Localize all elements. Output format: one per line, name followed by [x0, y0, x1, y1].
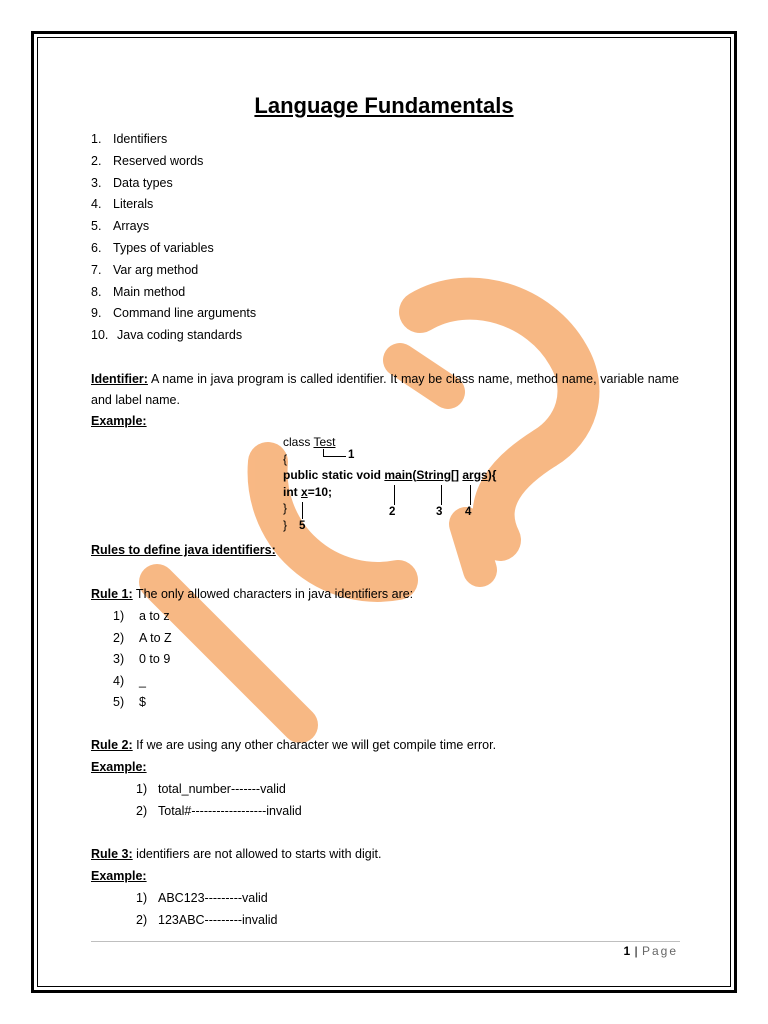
list-item: 1) ABC123---------valid [136, 891, 268, 905]
list-item: 4) _ [113, 673, 146, 688]
list-item: 3. Data types [91, 175, 173, 190]
example-heading: Example: [91, 869, 147, 883]
rule-3: Rule 3: identifiers are not allowed to starts with digit. [91, 847, 382, 861]
rules-heading: Rules to define java identifiers: [91, 543, 276, 557]
list-item: 2. Reserved words [91, 153, 204, 168]
page-number: 1 [623, 944, 631, 958]
example-heading: Example: [91, 414, 147, 428]
page-title: Language Fundamentals [254, 93, 514, 118]
list-item: 3) 0 to 9 [113, 652, 171, 666]
rule-2: Rule 2: If we are using any other character we will get compile time error. [91, 738, 497, 752]
page-label: Page [641, 944, 678, 958]
marker-line [441, 485, 442, 505]
marker-2: 2 [389, 506, 396, 518]
list-item: 8. Main method [91, 284, 186, 299]
marker-line [470, 485, 471, 505]
identifier-definition [91, 369, 679, 411]
list-item: 2) A to Z [113, 630, 172, 645]
list-item: 6. Types of variables [91, 240, 214, 255]
list-item: 5) $ [113, 695, 146, 709]
rule-3-list [136, 889, 277, 932]
list-item: 2) 123ABC---------invalid [136, 912, 278, 927]
footer-divider [91, 941, 680, 942]
list-item: 7. Var arg method [91, 262, 199, 277]
example-heading: Example: [91, 760, 147, 774]
list-item: 4. Literals [91, 197, 154, 212]
page-footer: 1 | Page [623, 944, 678, 958]
marker-5: 5 [299, 520, 306, 532]
list-item: 2) Total#------------------invalid [136, 803, 302, 818]
marker-line [302, 502, 303, 519]
marker-line [323, 456, 346, 457]
identifier-text: A name in java program is called identifier. It may be class name, method name, variable name and label name. [91, 372, 679, 407]
rule-1-list [113, 607, 172, 715]
code-example: class Test { public static void main(String[] args){ int x=10; } } [283, 435, 497, 532]
rule-1: Rule 1: The only allowed characters in java identifiers are: [91, 587, 414, 601]
marker-4: 4 [465, 506, 472, 518]
list-item: 10. Java coding standards [91, 328, 243, 343]
list-item: 5. Arrays [91, 219, 150, 234]
identifier-label: Identifier: [91, 372, 148, 386]
list-item: 1) total_number-------valid [136, 782, 286, 796]
list-item: 1. Identifiers [91, 132, 168, 146]
rule-2-list [136, 780, 302, 823]
list-item: 9. Command line arguments [91, 306, 257, 321]
topics-list [91, 130, 256, 348]
marker-line [394, 485, 395, 505]
marker-3: 3 [436, 506, 443, 518]
marker-1: 1 [348, 449, 355, 461]
list-item: 1) a to z [113, 609, 170, 623]
